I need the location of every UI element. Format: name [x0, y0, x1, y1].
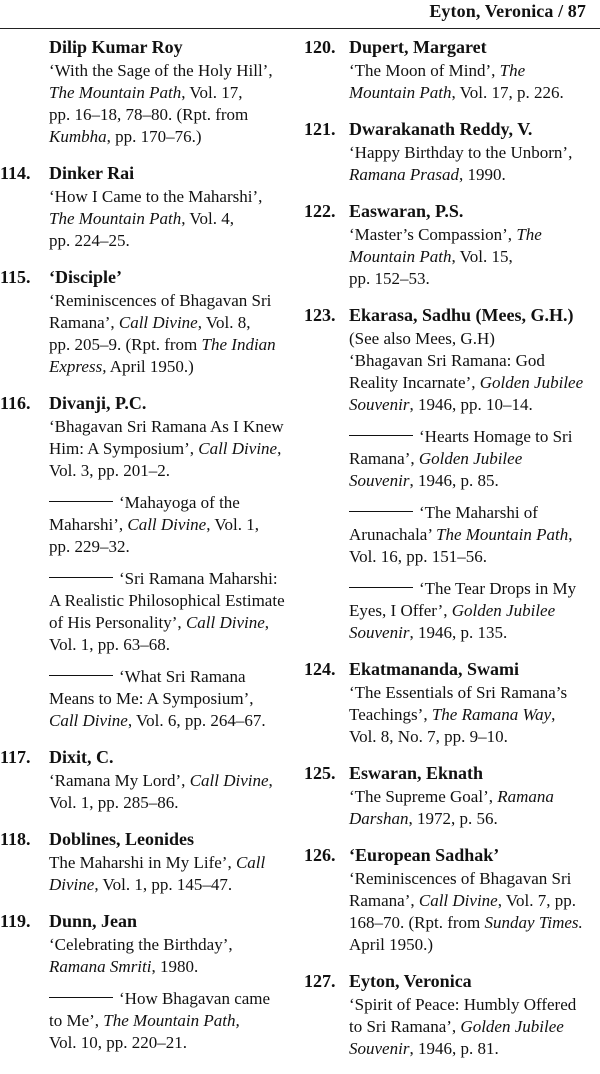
citation-line — [349, 1016, 600, 1038]
citation-line — [49, 568, 296, 590]
citation-text: ‘How I Came to the Maharshi’, — [49, 187, 263, 206]
citation-text: Vol. 10, pp. 220–21. — [49, 1033, 188, 1052]
citation-line — [349, 502, 600, 524]
author-name: Easwaran, P.S. — [349, 201, 464, 221]
author-name: Dwarakanath Reddy, V. — [349, 119, 533, 139]
citation-text: Vol. 1, pp. 63–68. — [49, 635, 171, 654]
entry-number: 119. — [0, 911, 31, 931]
citation-line — [349, 890, 600, 912]
italic-title: Darshan — [349, 809, 409, 828]
citation-line — [49, 126, 296, 148]
citation-line — [349, 912, 600, 934]
citation-line — [49, 460, 296, 482]
entry-number: 122. — [304, 201, 336, 221]
italic-title: Call Divine — [127, 515, 207, 534]
citation-text: , Vol. 17, — [181, 83, 243, 102]
citation-line — [49, 334, 296, 356]
citation-text: , Vol. 8, — [197, 313, 251, 332]
bibliography-entry — [300, 658, 600, 748]
author-name: Doblines, Leonides — [49, 829, 195, 849]
italic-title: Ramana Prasad — [349, 165, 460, 184]
citation-line — [349, 82, 600, 104]
author-name: Dilip Kumar Roy — [49, 37, 183, 57]
citation-text: pp. 229–32. — [49, 537, 130, 556]
citation-text: ‘Ramana My Lord’, — [49, 771, 190, 790]
citation-line — [349, 246, 600, 268]
entry-number: 126. — [304, 845, 336, 865]
author-name: ‘European Sadhak’ — [349, 845, 500, 865]
citation — [349, 786, 600, 830]
citation-line — [349, 578, 600, 600]
bibliography-entry — [300, 118, 600, 186]
citation-text: ‘The Supreme Goal’, — [349, 787, 498, 806]
citation-line — [349, 268, 600, 290]
citation — [49, 934, 296, 978]
citation — [49, 186, 296, 252]
bibliography-entry — [0, 910, 296, 1054]
bibliography-entry — [0, 36, 296, 148]
italic-title: Ramana Smriti — [49, 957, 152, 976]
citation-line — [49, 208, 296, 230]
citation-text: , 1946, p. 135. — [409, 623, 508, 642]
citation-text: (See also Mees, G.H) — [349, 329, 495, 348]
citation — [49, 290, 296, 378]
italic-title: The Mountain Path — [436, 525, 569, 544]
citation — [349, 682, 600, 748]
entry-number: 116. — [0, 393, 31, 413]
citation-line — [349, 934, 600, 956]
citation — [349, 502, 600, 568]
citation-line — [49, 514, 296, 536]
citation — [349, 224, 600, 290]
citation-text: , — [551, 705, 556, 724]
citation-line — [349, 426, 600, 448]
italic-title: Golden Jubilee — [460, 1017, 564, 1036]
bibliography-entry — [0, 162, 296, 252]
italic-title: Call Divine — [49, 711, 128, 730]
author-name: ‘Disciple’ — [49, 267, 122, 287]
citation — [349, 868, 600, 956]
citation-line — [49, 852, 296, 874]
ditto-rule — [49, 997, 113, 998]
citation-text: , Vol. 7, pp. — [497, 891, 576, 910]
ditto-rule — [49, 501, 113, 502]
citation-line — [349, 1038, 600, 1060]
author-name: Eyton, Veronica — [349, 971, 472, 991]
ditto-rule — [349, 511, 413, 512]
italic-title: Ramana — [497, 787, 554, 806]
ditto-rule — [349, 435, 413, 436]
citation-line — [49, 688, 296, 710]
citation-text: ‘Happy Birthday to the Unborn’, — [349, 143, 573, 162]
italic-title: Golden Jubilee — [479, 373, 584, 392]
citation-line — [49, 290, 296, 312]
citation-text: ‘The Essentials of Sri Ramana’s — [349, 683, 568, 702]
italic-title: Call Divine — [198, 439, 278, 458]
citation-text: ‘How Bhagavan came — [119, 989, 271, 1008]
bibliography-entry — [0, 828, 296, 896]
citation — [49, 852, 296, 896]
citation-text: Reality Incarnate’, — [349, 373, 480, 392]
citation-text: ‘Reminiscences of Bhagavan Sri — [349, 869, 572, 888]
author-name: Ekatmananda, Swami — [349, 659, 520, 679]
citation-text: ‘Reminiscences of Bhagavan Sri — [49, 291, 272, 310]
citation-line — [49, 934, 296, 956]
citation-line — [349, 60, 600, 82]
citation-line — [349, 448, 600, 470]
citation-text: Vol. 3, pp. 201–2. — [49, 461, 171, 480]
citation-line — [49, 710, 296, 732]
citation-text: , Vol. 17, p. 226. — [451, 83, 564, 102]
citation-text: Means to Me: A Symposium’, — [49, 689, 254, 708]
citation-line — [49, 634, 296, 656]
citation — [349, 426, 600, 492]
citation-text: , 1972, p. 56. — [408, 809, 498, 828]
entry-number: 124. — [304, 659, 336, 679]
citation-text: pp. 224–25. — [49, 231, 130, 250]
bibliography-entry — [0, 746, 296, 814]
bibliography-entry — [0, 392, 296, 732]
italic-title: The Ramana Way — [431, 705, 552, 724]
italic-title: Kumbha — [49, 127, 107, 146]
italic-title: Call Divine — [185, 613, 265, 632]
citation-line — [49, 874, 296, 896]
citation-line — [49, 104, 296, 126]
ditto-rule — [349, 587, 413, 588]
entry-number: 125. — [304, 763, 336, 783]
citation-text: , Vol. 1, pp. 145–47. — [94, 875, 233, 894]
citation-text: Arunachala’ — [349, 525, 436, 544]
entry-number: 115. — [0, 267, 31, 287]
citation-text: to Sri Ramana’, — [349, 1017, 461, 1036]
citation-line — [349, 164, 600, 186]
citation-text: ‘The Moon of Mind’, — [349, 61, 500, 80]
citation-line — [49, 612, 296, 634]
citation — [49, 60, 296, 148]
author-name: Dunn, Jean — [49, 911, 138, 931]
citation-line — [349, 394, 600, 416]
italic-title: The — [499, 61, 526, 80]
citation — [49, 666, 296, 732]
italic-title: Express, — [49, 357, 107, 376]
citation-text: , Vol. 4, — [181, 209, 234, 228]
author-name: Dinker Rai — [49, 163, 135, 183]
author-name: Divanji, P.C. — [49, 393, 147, 413]
italic-title: Souvenir — [349, 623, 410, 642]
citation-line — [49, 1032, 296, 1054]
citation-line — [49, 956, 296, 978]
ditto-rule — [49, 675, 113, 676]
citation-text: ‘With the Sage of the Holy Hill’, — [49, 61, 273, 80]
citation-text: , Vol. 6, pp. 264–67. — [127, 711, 266, 730]
italic-title: The Mountain Path — [49, 209, 182, 228]
citation-text: , 1946, p. 85. — [409, 471, 499, 490]
citation-line — [349, 142, 600, 164]
citation-text: ‘Mahayoga of the — [119, 493, 240, 512]
citation-line — [349, 622, 600, 644]
citation-text: Eyes, I Offer’, — [349, 601, 452, 620]
bibliography-entry — [300, 762, 600, 830]
entry-number: 118. — [0, 829, 31, 849]
citation-text: , pp. 170–76.) — [106, 127, 202, 146]
bibliography-entry — [300, 970, 600, 1060]
bibliography-entry — [300, 36, 600, 104]
citation-line — [49, 590, 296, 612]
citation-line — [49, 356, 296, 378]
citation-line — [49, 60, 296, 82]
citation-line — [349, 726, 600, 748]
citation-line — [49, 82, 296, 104]
citation — [49, 988, 296, 1054]
citation-text: to Me’, — [49, 1011, 104, 1030]
citation — [49, 416, 296, 482]
citation-text: Vol. 16, pp. 151–56. — [349, 547, 488, 566]
citation-text: ‘The Tear Drops in My — [419, 579, 577, 598]
citation-text: ‘The Maharshi of — [419, 503, 538, 522]
italic-title: Call Divine — [189, 771, 269, 790]
italic-title: Golden Jubilee — [451, 601, 556, 620]
italic-title: Call Divine — [418, 891, 498, 910]
citation-text: ‘Bhagavan Sri Ramana: God — [349, 351, 545, 370]
italic-title: The Mountain Path — [49, 83, 182, 102]
italic-title: Sunday Times. — [484, 913, 583, 932]
page-header — [0, 0, 600, 29]
citation-text: , Vol. 1, — [206, 515, 259, 534]
citation-text: Ramana’, — [349, 449, 419, 468]
citation-text: ‘What Sri Ramana — [119, 667, 246, 686]
citation-line — [49, 312, 296, 334]
citation-line — [49, 1010, 296, 1032]
citation-text: ‘Spirit of Peace: Humbly Offered — [349, 995, 577, 1014]
citation-line — [349, 546, 600, 568]
citation-line — [49, 230, 296, 252]
entry-number: 121. — [304, 119, 336, 139]
citation-text: ‘Bhagavan Sri Ramana As I Knew — [49, 417, 284, 436]
ditto-rule — [49, 577, 113, 578]
citation-line — [49, 988, 296, 1010]
citation-line — [349, 786, 600, 808]
citation-line — [349, 224, 600, 246]
citation-line — [349, 704, 600, 726]
bibliography-entry — [300, 200, 600, 290]
bibliography-entry — [0, 266, 296, 378]
citation-text: , — [268, 771, 273, 790]
citation-line — [49, 186, 296, 208]
author-name: Eswaran, Eknath — [349, 763, 484, 783]
citation-text: Him: A Symposium’, — [49, 439, 199, 458]
citation-text: pp. 152–53. — [349, 269, 430, 288]
bibliography-entry — [300, 304, 600, 644]
citation-text: , — [568, 525, 573, 544]
citation-text: Ramana’, — [349, 891, 419, 910]
left-column — [0, 36, 296, 1068]
citation-text: ‘Hearts Homage to Sri — [419, 427, 573, 446]
citation-text: , 1946, p. 81. — [409, 1039, 499, 1058]
right-column — [300, 36, 600, 1074]
citation-line — [349, 372, 600, 394]
italic-title: The — [516, 225, 542, 244]
citation-line — [349, 600, 600, 622]
citation-text: Ramana’, — [49, 313, 119, 332]
author-name: Dupert, Margaret — [349, 37, 487, 57]
entry-number: 120. — [304, 37, 336, 57]
citation-text: Vol. 1, pp. 285–86. — [49, 793, 179, 812]
citation — [49, 770, 296, 814]
citation-line — [49, 416, 296, 438]
citation-text: Vol. 8, No. 7, pp. 9–10. — [349, 727, 508, 746]
citation-text: ‘Master’s Compassion’, — [349, 225, 517, 244]
citation-line — [49, 536, 296, 558]
citation-line — [49, 492, 296, 514]
citation-line — [349, 328, 600, 350]
citation-text: 168–70. (Rpt. from — [349, 913, 485, 932]
citation-text: April 1950.) — [349, 935, 434, 954]
citation-line — [349, 524, 600, 546]
citation — [349, 142, 600, 186]
entry-number: 117. — [0, 747, 31, 767]
author-name: Dixit, C. — [49, 747, 114, 767]
italic-title: Mountain Path — [349, 247, 452, 266]
citation-text: A Realistic Philosophical Estimate — [49, 591, 285, 610]
citation — [349, 60, 600, 104]
italic-title: Golden Jubilee — [418, 449, 523, 468]
citation-text: , 1980. — [151, 957, 199, 976]
italic-title: Souvenir — [349, 1039, 410, 1058]
citation-line — [349, 994, 600, 1016]
citation-text: , — [277, 439, 282, 458]
citation-text: pp. 205–9. (Rpt. from — [49, 335, 202, 354]
entry-number: 123. — [304, 305, 336, 325]
citation-text: The Maharshi in My Life’, — [49, 853, 236, 872]
citation-text: of His Personality’, — [49, 613, 186, 632]
italic-title: Divine — [49, 875, 95, 894]
citation-text: Teachings’, — [349, 705, 432, 724]
italic-title: Souvenir — [349, 395, 410, 414]
citation — [49, 492, 296, 558]
citation-line — [49, 666, 296, 688]
citation-line — [349, 470, 600, 492]
citation — [349, 578, 600, 644]
citation-line — [49, 438, 296, 460]
citation-line — [49, 792, 296, 814]
italic-title: Souvenir — [349, 471, 410, 490]
italic-title: Call — [235, 853, 266, 872]
italic-title: Call Divine — [118, 313, 198, 332]
citation — [49, 568, 296, 656]
citation-text: , 1990. — [459, 165, 506, 184]
citation-line — [349, 808, 600, 830]
citation-line — [349, 350, 600, 372]
citation-text: pp. 16–18, 78–80. (Rpt. from — [49, 105, 249, 124]
citation-text: Maharshi’, — [49, 515, 128, 534]
citation-text: , 1946, pp. 10–14. — [409, 395, 533, 414]
author-name: Ekarasa, Sadhu (Mees, G.H.) — [349, 305, 574, 325]
citation-line — [349, 868, 600, 890]
citation-line — [49, 770, 296, 792]
citation-text: ‘Sri Ramana Maharshi: — [119, 569, 278, 588]
bibliography-entry — [300, 844, 600, 956]
citation — [349, 994, 600, 1060]
citation — [349, 328, 600, 416]
entry-number: 127. — [304, 971, 336, 991]
citation-text: , Vol. 15, — [451, 247, 513, 266]
italic-title: Mountain Path — [349, 83, 452, 102]
citation-text: April 1950.) — [106, 357, 194, 376]
entry-number: 114. — [0, 163, 31, 183]
italic-title: The Mountain Path, — [103, 1011, 240, 1030]
running-head: Eyton, Veronica / 87 — [429, 1, 586, 21]
citation-text: ‘Celebrating the Birthday’, — [49, 935, 233, 954]
citation-line — [349, 682, 600, 704]
citation-text: , — [264, 613, 270, 632]
italic-title: The Indian — [201, 335, 276, 354]
